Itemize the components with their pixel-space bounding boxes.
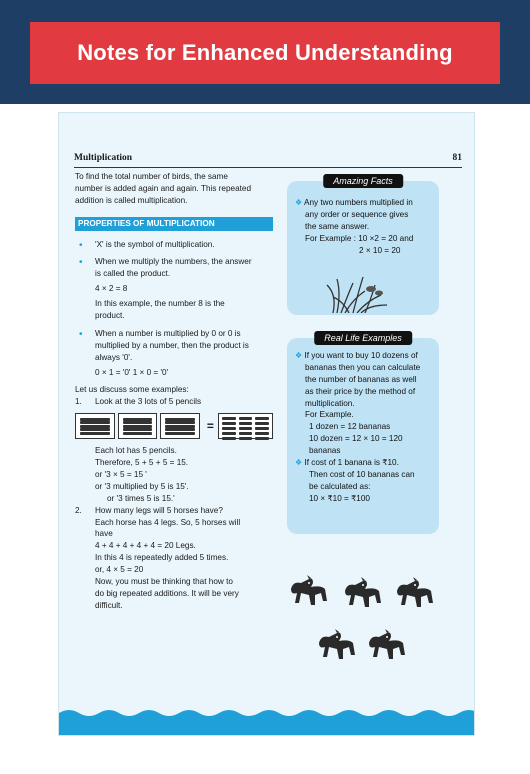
- bullet-text: always '0'.: [95, 352, 133, 362]
- solution-line: Each lot has 5 pencils.: [95, 446, 177, 456]
- bullet-dot-icon: •: [79, 257, 83, 269]
- textbook-page: [58, 112, 475, 736]
- diamond-bullet-icon: ❖: [295, 458, 303, 468]
- example-question: Look at the 3 lots of 5 pencils: [95, 397, 202, 407]
- solution-line: or '3 times 5 is 15.': [107, 493, 175, 503]
- real-life-body: [295, 350, 433, 505]
- solution-line: 4 + 4 + 4 + 4 + 4 = 20 Legs.: [95, 541, 196, 551]
- bullet-text: is called the product.: [95, 269, 171, 279]
- diamond-bullet-icon: ❖: [295, 198, 303, 207]
- example-line: be calculated as:: [309, 481, 371, 491]
- example-equation: 0 × 1 = '0' 1 × 0 = '0': [95, 367, 169, 377]
- example-line: multiplication.: [305, 398, 355, 408]
- bullet-text: 'X' is the symbol of multiplication.: [95, 239, 215, 249]
- solution-line: difficult.: [95, 600, 123, 610]
- example-note: product.: [95, 311, 125, 321]
- bullet-text: When a number is multiplied by 0 or 0 is: [95, 328, 241, 338]
- diamond-bullet-icon: ❖: [295, 351, 303, 360]
- example-line: the number of bananas as well: [305, 374, 417, 384]
- bullet-text: When we multiply the numbers, the answer: [95, 257, 252, 267]
- example-line: as their price by the method of: [305, 386, 416, 396]
- example-question: How many legs will 5 horses have?: [95, 505, 223, 515]
- amazing-facts-card: [287, 176, 439, 315]
- solution-line: have: [95, 529, 113, 539]
- fact-line: any order or sequence gives: [305, 209, 409, 219]
- bullet-item: [75, 239, 273, 251]
- chapter-title: Multiplication: [74, 153, 133, 163]
- solution-line: Each horse has 4 legs. So, 5 horses will: [95, 517, 241, 527]
- example-1: [75, 396, 273, 408]
- example-equation: 4 × 2 = 8: [95, 284, 128, 294]
- pencil-lot: [160, 413, 200, 439]
- example-line: 10 dozen = 12 × 10 = 120 bananas: [309, 434, 403, 456]
- example-2: [75, 505, 273, 612]
- solution-line: do big repeated additions. It will be very: [95, 588, 239, 598]
- pencil-lot: [118, 413, 158, 439]
- example-1-solution: [75, 445, 273, 504]
- solution-line: Therefore, 5 + 5 + 5 = 15.: [95, 458, 189, 468]
- real-life-examples-title: Real Life Examples: [314, 331, 412, 345]
- intro-line: To find the total number of birds, the same: [75, 172, 228, 181]
- title-banner: [30, 22, 500, 84]
- example-line: bananas then you can calculate: [305, 362, 421, 372]
- solution-line: Now, you must be thinking that how to: [95, 577, 233, 587]
- bullet-item: [75, 328, 273, 379]
- intro-line: number is added again and again. This repeated: [75, 183, 252, 193]
- horses-illustration: [285, 571, 445, 681]
- properties-heading: PROPERTIES OF MULTIPLICATION: [75, 217, 273, 231]
- main-text-column: [75, 171, 273, 612]
- example-note: In this example, the number 8 is the: [95, 299, 225, 309]
- example-line: Then cost of 10 bananas can: [309, 469, 415, 479]
- banner-title: Notes for Enhanced Understanding: [77, 40, 453, 65]
- wave-footer: [59, 705, 474, 735]
- intro-line: addition is called multiplication.: [75, 195, 188, 205]
- example-line: 1 dozen = 12 bananas: [309, 422, 391, 432]
- pencil-lot: [75, 413, 115, 439]
- page-header: [74, 153, 462, 168]
- solution-line: or '3 × 5 = 15 ': [95, 470, 147, 480]
- example-number: 1.: [75, 397, 82, 407]
- equals-sign: =: [206, 418, 214, 433]
- pencil-total: [218, 413, 273, 439]
- amazing-facts-body: [295, 197, 433, 256]
- example-line: 10 × ₹10 = ₹100: [309, 493, 370, 503]
- real-life-examples-card: [287, 333, 439, 534]
- example-number: 2.: [75, 505, 82, 515]
- fact-line: the same answer.: [305, 221, 370, 231]
- bullet-dot-icon: •: [79, 239, 83, 251]
- bullet-dot-icon: •: [79, 328, 83, 340]
- bullet-text: multiplied by a number, then the product is: [95, 340, 249, 350]
- discuss-line: Let us discuss some examples:: [75, 385, 189, 395]
- grass-illustration: [323, 275, 393, 313]
- amazing-facts-title: Amazing Facts: [323, 174, 403, 188]
- page-number: 81: [452, 153, 462, 163]
- fact-example: 2 × 10 = 20: [359, 245, 401, 255]
- bullet-item: [75, 256, 273, 321]
- example-line: For Example.: [305, 410, 354, 420]
- example-line: If you want to buy 10 dozens of: [304, 351, 418, 360]
- solution-line: or, 4 × 5 = 20: [95, 565, 144, 575]
- pencil-lots-illustration: [75, 413, 273, 439]
- solution-line: In this 4 is repeatedly added 5 times.: [95, 553, 229, 563]
- solution-line: or '3 multiplied by 5 is 15'.: [95, 481, 189, 491]
- fact-example: For Example : 10 ×2 = 20 and: [305, 233, 414, 243]
- fact-line: Any two numbers multiplied in: [304, 198, 413, 207]
- example-line: If cost of 1 banana is ₹10.: [304, 458, 399, 468]
